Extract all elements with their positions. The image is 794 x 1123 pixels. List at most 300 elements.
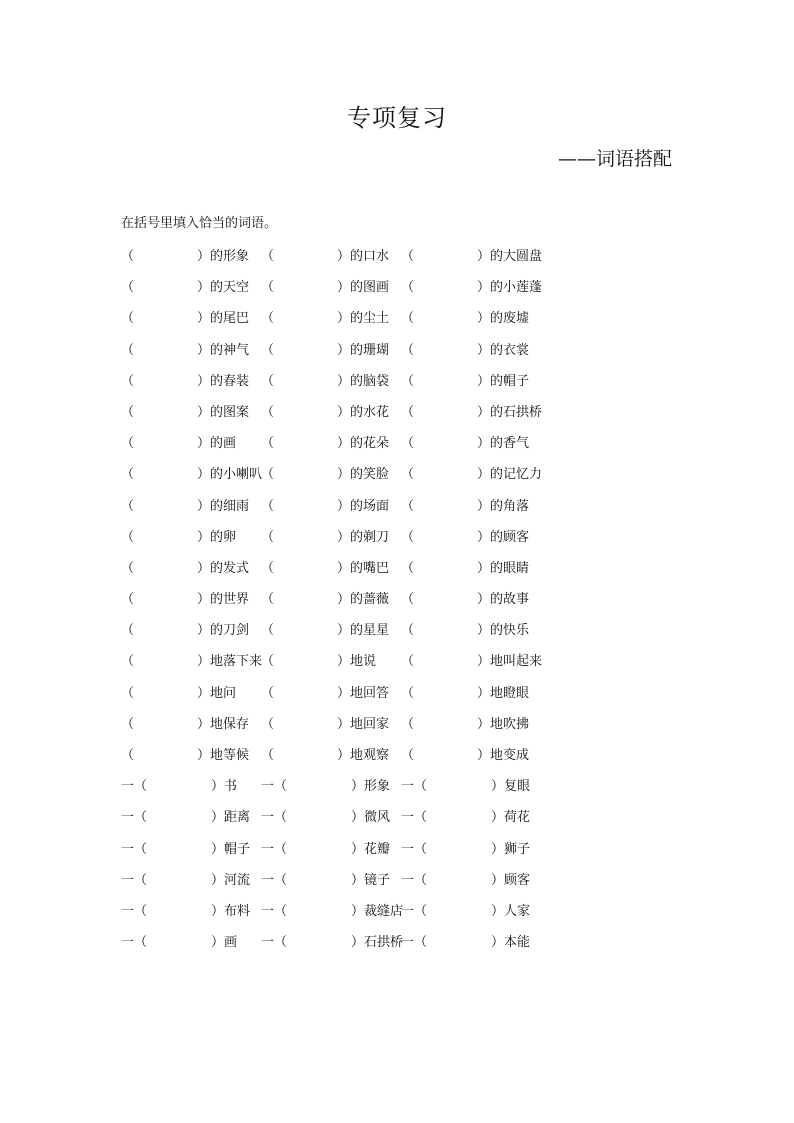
- close-paren: ）: [337, 592, 351, 608]
- close-paren: ）: [337, 748, 351, 763]
- close-paren: ）: [491, 872, 505, 888]
- close-paren: ）: [477, 342, 491, 358]
- open-paren: （: [401, 623, 415, 639]
- fill-row: [121, 434, 681, 465]
- word-label: 地瞪眼: [490, 685, 530, 701]
- fill-row: [121, 621, 681, 652]
- fill-row: [121, 341, 681, 372]
- fill-word: [337, 559, 389, 579]
- fill-word: [337, 372, 389, 392]
- word-label: 的废墟: [490, 311, 530, 327]
- quantity-word: [491, 871, 530, 891]
- word-label: 河流: [224, 872, 251, 888]
- word-label: 的顾客: [490, 529, 530, 545]
- open-paren: （: [121, 748, 135, 763]
- quantity-open-paren: 一（: [401, 903, 428, 919]
- close-paren: ）: [477, 748, 491, 763]
- fill-row: [121, 465, 681, 496]
- quantity-row: [121, 933, 681, 964]
- quantity-open-paren: 一（: [121, 841, 148, 857]
- fill-row: [121, 746, 681, 777]
- open-paren: （: [261, 592, 275, 608]
- fill-word: [197, 434, 236, 454]
- quantity-word: [491, 808, 530, 828]
- fill-word: [477, 465, 542, 485]
- word-label: 的神气: [210, 342, 250, 358]
- close-paren: ）: [197, 623, 211, 639]
- close-paren: ）: [337, 716, 351, 732]
- fill-word: [197, 652, 262, 672]
- word-label: 的细雨: [210, 498, 250, 514]
- open-paren: （: [401, 685, 415, 701]
- open-paren: （: [121, 373, 135, 389]
- quantity-word: [211, 840, 250, 860]
- open-paren: （: [401, 716, 415, 732]
- word-label: 地说: [350, 654, 377, 670]
- fill-word: [337, 465, 389, 485]
- close-paren: ）: [211, 935, 225, 951]
- fill-word: [197, 403, 249, 423]
- open-paren: （: [261, 748, 275, 763]
- close-paren: ）: [477, 373, 491, 389]
- quantity-open-paren: 一（: [261, 841, 288, 857]
- open-paren: （: [261, 373, 275, 389]
- word-label: 的眼睛: [490, 560, 530, 576]
- open-paren: （: [121, 716, 135, 732]
- close-paren: ）: [337, 529, 351, 545]
- close-paren: ）: [197, 342, 211, 358]
- fill-word: [197, 309, 249, 329]
- word-label: 布料: [224, 903, 251, 919]
- fill-row: [121, 559, 681, 590]
- quantity-word: [351, 871, 390, 891]
- fill-row: [121, 528, 681, 559]
- quantity-row: [121, 777, 681, 808]
- close-paren: ）: [477, 529, 491, 545]
- quantity-word: [351, 902, 403, 922]
- open-paren: （: [261, 685, 275, 701]
- fill-word: [477, 247, 542, 267]
- word-label: 的水花: [350, 404, 390, 420]
- close-paren: ）: [337, 560, 351, 576]
- fill-word: [197, 341, 249, 361]
- quantity-word: [211, 902, 250, 922]
- close-paren: ）: [351, 810, 365, 826]
- word-label: 裁缝店: [364, 903, 404, 919]
- quantity-open-paren: 一（: [401, 872, 428, 888]
- word-label: 地吹拂: [490, 716, 530, 732]
- fill-word: [337, 528, 389, 548]
- fill-row: [121, 684, 681, 715]
- open-paren: （: [261, 342, 275, 358]
- close-paren: ）: [351, 841, 365, 857]
- close-paren: ）: [351, 935, 365, 951]
- word-label: 的尘土: [350, 311, 390, 327]
- open-paren: （: [121, 685, 135, 701]
- word-label: 画: [224, 935, 238, 951]
- open-paren: （: [121, 623, 135, 639]
- word-label: 微风: [364, 810, 391, 826]
- word-label: 的石拱桥: [490, 404, 543, 420]
- quantity-word: [491, 777, 530, 797]
- fill-word: [477, 528, 529, 548]
- fill-row: [121, 309, 681, 340]
- fill-word: [337, 715, 389, 735]
- fill-word: [477, 559, 529, 579]
- close-paren: ）: [477, 592, 491, 608]
- exercise-list: [121, 247, 681, 964]
- close-paren: ）: [491, 935, 505, 951]
- close-paren: ）: [337, 404, 351, 420]
- close-paren: ）: [337, 436, 351, 452]
- close-paren: ）: [337, 311, 351, 327]
- fill-word: [477, 434, 529, 454]
- open-paren: （: [401, 592, 415, 608]
- word-label: 的天空: [210, 280, 250, 296]
- open-paren: （: [121, 249, 135, 264]
- fill-word: [197, 559, 249, 579]
- open-paren: （: [401, 436, 415, 452]
- close-paren: ）: [491, 810, 505, 826]
- open-paren: （: [261, 311, 275, 327]
- word-label: 地保存: [210, 716, 250, 732]
- quantity-row: [121, 902, 681, 933]
- word-label: 的世界: [210, 592, 250, 608]
- close-paren: ）: [211, 810, 225, 826]
- fill-word: [337, 341, 389, 361]
- open-paren: （: [261, 436, 275, 452]
- quantity-open-paren: 一（: [261, 903, 288, 919]
- close-paren: ）: [491, 779, 505, 795]
- close-paren: ）: [477, 436, 491, 452]
- word-label: 帽子: [224, 841, 251, 857]
- word-label: 的口水: [350, 249, 390, 264]
- fill-word: [337, 652, 376, 672]
- quantity-word: [491, 840, 530, 860]
- word-label: 的故事: [490, 592, 530, 608]
- open-paren: （: [121, 342, 135, 358]
- word-label: 顾客: [504, 872, 531, 888]
- quantity-word: [211, 871, 250, 891]
- close-paren: ）: [197, 373, 211, 389]
- close-paren: ）: [337, 249, 351, 264]
- fill-row: [121, 247, 681, 278]
- quantity-row: [121, 808, 681, 839]
- fill-word: [477, 746, 529, 766]
- fill-word: [477, 590, 529, 610]
- close-paren: ）: [337, 280, 351, 296]
- fill-word: [477, 403, 542, 423]
- quantity-open-paren: 一（: [401, 935, 428, 951]
- fill-word: [197, 684, 236, 704]
- close-paren: ）: [197, 249, 211, 264]
- word-label: 的刀剑: [210, 623, 250, 639]
- close-paren: ）: [477, 249, 491, 264]
- fill-word: [197, 528, 236, 548]
- word-label: 的尾巴: [210, 311, 250, 327]
- page-subtitle: ——词语搭配: [557, 148, 672, 170]
- close-paren: ）: [197, 748, 211, 763]
- quantity-open-paren: 一（: [401, 810, 428, 826]
- close-paren: ）: [337, 373, 351, 389]
- open-paren: （: [261, 498, 275, 514]
- word-label: 的场面: [350, 498, 390, 514]
- fill-row: [121, 403, 681, 434]
- fill-row: [121, 590, 681, 621]
- quantity-word: [211, 933, 237, 953]
- open-paren: （: [401, 748, 415, 763]
- quantity-word: [351, 840, 390, 860]
- word-label: 的卵: [210, 529, 237, 545]
- word-label: 的图画: [350, 280, 390, 296]
- word-label: 的脑袋: [350, 373, 390, 389]
- close-paren: ）: [351, 779, 365, 795]
- quantity-open-paren: 一（: [121, 903, 148, 919]
- open-paren: （: [261, 623, 275, 639]
- close-paren: ）: [491, 841, 505, 857]
- quantity-open-paren: 一（: [121, 779, 148, 795]
- close-paren: ）: [197, 467, 211, 483]
- close-paren: ）: [197, 654, 211, 670]
- word-label: 的形象: [210, 249, 250, 264]
- fill-word: [337, 309, 389, 329]
- instruction-text: 在括号里填入恰当的词语。: [121, 216, 278, 231]
- open-paren: （: [401, 529, 415, 545]
- fill-word: [337, 746, 389, 766]
- fill-row: [121, 278, 681, 309]
- word-label: 的大圆盘: [490, 249, 543, 264]
- close-paren: ）: [477, 654, 491, 670]
- quantity-word: [211, 777, 237, 797]
- close-paren: ）: [337, 342, 351, 358]
- word-label: 地问: [210, 685, 237, 701]
- close-paren: ）: [477, 685, 491, 701]
- fill-word: [197, 278, 249, 298]
- close-paren: ）: [197, 560, 211, 576]
- fill-word: [337, 621, 389, 641]
- close-paren: ）: [477, 311, 491, 327]
- close-paren: ）: [337, 467, 351, 483]
- word-label: 石拱桥: [364, 935, 404, 951]
- open-paren: （: [121, 311, 135, 327]
- close-paren: ）: [211, 903, 225, 919]
- word-label: 的图案: [210, 404, 250, 420]
- open-paren: （: [261, 467, 275, 483]
- fill-word: [197, 621, 249, 641]
- open-paren: （: [121, 280, 135, 296]
- word-label: 的春装: [210, 373, 250, 389]
- close-paren: ）: [197, 498, 211, 514]
- fill-word: [477, 621, 529, 641]
- fill-word: [197, 715, 249, 735]
- open-paren: （: [261, 529, 275, 545]
- quantity-word: [351, 933, 403, 953]
- close-paren: ）: [197, 716, 211, 732]
- fill-word: [197, 465, 262, 485]
- fill-row: [121, 372, 681, 403]
- open-paren: （: [261, 280, 275, 296]
- word-label: 地回答: [350, 685, 390, 701]
- fill-word: [337, 278, 389, 298]
- word-label: 的小莲蓬: [490, 280, 543, 296]
- open-paren: （: [401, 311, 415, 327]
- word-label: 狮子: [504, 841, 531, 857]
- fill-word: [197, 590, 249, 610]
- open-paren: （: [121, 560, 135, 576]
- fill-word: [477, 278, 542, 298]
- quantity-open-paren: 一（: [401, 779, 428, 795]
- close-paren: ）: [477, 716, 491, 732]
- open-paren: （: [401, 498, 415, 514]
- fill-word: [337, 684, 389, 704]
- open-paren: （: [401, 654, 415, 670]
- word-label: 的剃刀: [350, 529, 390, 545]
- close-paren: ）: [197, 404, 211, 420]
- close-paren: ）: [477, 280, 491, 296]
- word-label: 荷花: [504, 810, 531, 826]
- word-label: 书: [224, 779, 238, 795]
- fill-word: [477, 372, 529, 392]
- fill-word: [197, 247, 249, 267]
- close-paren: ）: [211, 779, 225, 795]
- fill-word: [197, 372, 249, 392]
- quantity-word: [211, 808, 250, 828]
- quantity-word: [491, 902, 530, 922]
- open-paren: （: [121, 436, 135, 452]
- quantity-word: [351, 808, 390, 828]
- quantity-word: [351, 777, 390, 797]
- quantity-open-paren: 一（: [121, 872, 148, 888]
- word-label: 镜子: [364, 872, 391, 888]
- fill-row: [121, 715, 681, 746]
- close-paren: ）: [477, 498, 491, 514]
- quantity-open-paren: 一（: [401, 841, 428, 857]
- open-paren: （: [121, 529, 135, 545]
- open-paren: （: [401, 373, 415, 389]
- quantity-word: [491, 933, 530, 953]
- word-label: 的快乐: [490, 623, 530, 639]
- word-label: 的珊瑚: [350, 342, 390, 358]
- quantity-row: [121, 840, 681, 871]
- open-paren: （: [121, 592, 135, 608]
- word-label: 的笑脸: [350, 467, 390, 483]
- close-paren: ）: [197, 592, 211, 608]
- open-paren: （: [121, 404, 135, 420]
- close-paren: ）: [351, 872, 365, 888]
- fill-word: [337, 590, 389, 610]
- fill-word: [197, 746, 249, 766]
- open-paren: （: [401, 249, 415, 264]
- open-paren: （: [401, 467, 415, 483]
- word-label: 的蔷薇: [350, 592, 390, 608]
- open-paren: （: [121, 467, 135, 483]
- fill-row: [121, 497, 681, 528]
- word-label: 地落下来: [210, 654, 263, 670]
- close-paren: ）: [337, 654, 351, 670]
- word-label: 的花朵: [350, 436, 390, 452]
- word-label: 的发式: [210, 560, 250, 576]
- open-paren: （: [121, 498, 135, 514]
- close-paren: ）: [337, 498, 351, 514]
- word-label: 的帽子: [490, 373, 530, 389]
- close-paren: ）: [477, 623, 491, 639]
- open-paren: （: [401, 404, 415, 420]
- close-paren: ）: [211, 872, 225, 888]
- close-paren: ）: [197, 280, 211, 296]
- word-label: 花瓣: [364, 841, 391, 857]
- close-paren: ）: [337, 685, 351, 701]
- word-label: 人家: [504, 903, 531, 919]
- close-paren: ）: [197, 529, 211, 545]
- open-paren: （: [261, 560, 275, 576]
- word-label: 的星星: [350, 623, 390, 639]
- close-paren: ）: [337, 623, 351, 639]
- close-paren: ）: [211, 841, 225, 857]
- word-label: 复眼: [504, 779, 531, 795]
- open-paren: （: [261, 716, 275, 732]
- word-label: 地回家: [350, 716, 390, 732]
- quantity-open-paren: 一（: [261, 872, 288, 888]
- quantity-open-paren: 一（: [261, 810, 288, 826]
- quantity-open-paren: 一（: [261, 779, 288, 795]
- word-label: 的衣裳: [490, 342, 530, 358]
- fill-word: [477, 341, 529, 361]
- close-paren: ）: [197, 436, 211, 452]
- word-label: 的记忆力: [490, 467, 543, 483]
- word-label: 的角落: [490, 498, 530, 514]
- word-label: 的香气: [490, 436, 530, 452]
- fill-word: [477, 497, 529, 517]
- quantity-row: [121, 871, 681, 902]
- word-label: 本能: [504, 935, 531, 951]
- close-paren: ）: [351, 903, 365, 919]
- fill-word: [477, 309, 529, 329]
- fill-word: [337, 434, 389, 454]
- word-label: 距离: [224, 810, 251, 826]
- open-paren: （: [401, 342, 415, 358]
- word-label: 地观察: [350, 748, 390, 763]
- open-paren: （: [261, 404, 275, 420]
- word-label: 形象: [364, 779, 391, 795]
- word-label: 的小喇叭: [210, 467, 263, 483]
- open-paren: （: [261, 654, 275, 670]
- fill-word: [197, 497, 249, 517]
- fill-word: [337, 247, 389, 267]
- fill-word: [337, 403, 389, 423]
- word-label: 地变成: [490, 748, 530, 763]
- close-paren: ）: [477, 560, 491, 576]
- fill-word: [477, 684, 529, 704]
- open-paren: （: [401, 280, 415, 296]
- close-paren: ）: [477, 404, 491, 420]
- word-label: 地叫起来: [490, 654, 543, 670]
- close-paren: ）: [197, 311, 211, 327]
- quantity-open-paren: 一（: [121, 935, 148, 951]
- word-label: 的嘴巴: [350, 560, 390, 576]
- open-paren: （: [401, 560, 415, 576]
- open-paren: （: [261, 249, 275, 264]
- open-paren: （: [121, 654, 135, 670]
- fill-word: [477, 652, 542, 672]
- word-label: 的画: [210, 436, 237, 452]
- word-label: 地等候: [210, 748, 250, 763]
- fill-word: [337, 497, 389, 517]
- fill-row: [121, 652, 681, 683]
- quantity-open-paren: 一（: [121, 810, 148, 826]
- fill-word: [477, 715, 529, 735]
- close-paren: ）: [477, 467, 491, 483]
- close-paren: ）: [197, 685, 211, 701]
